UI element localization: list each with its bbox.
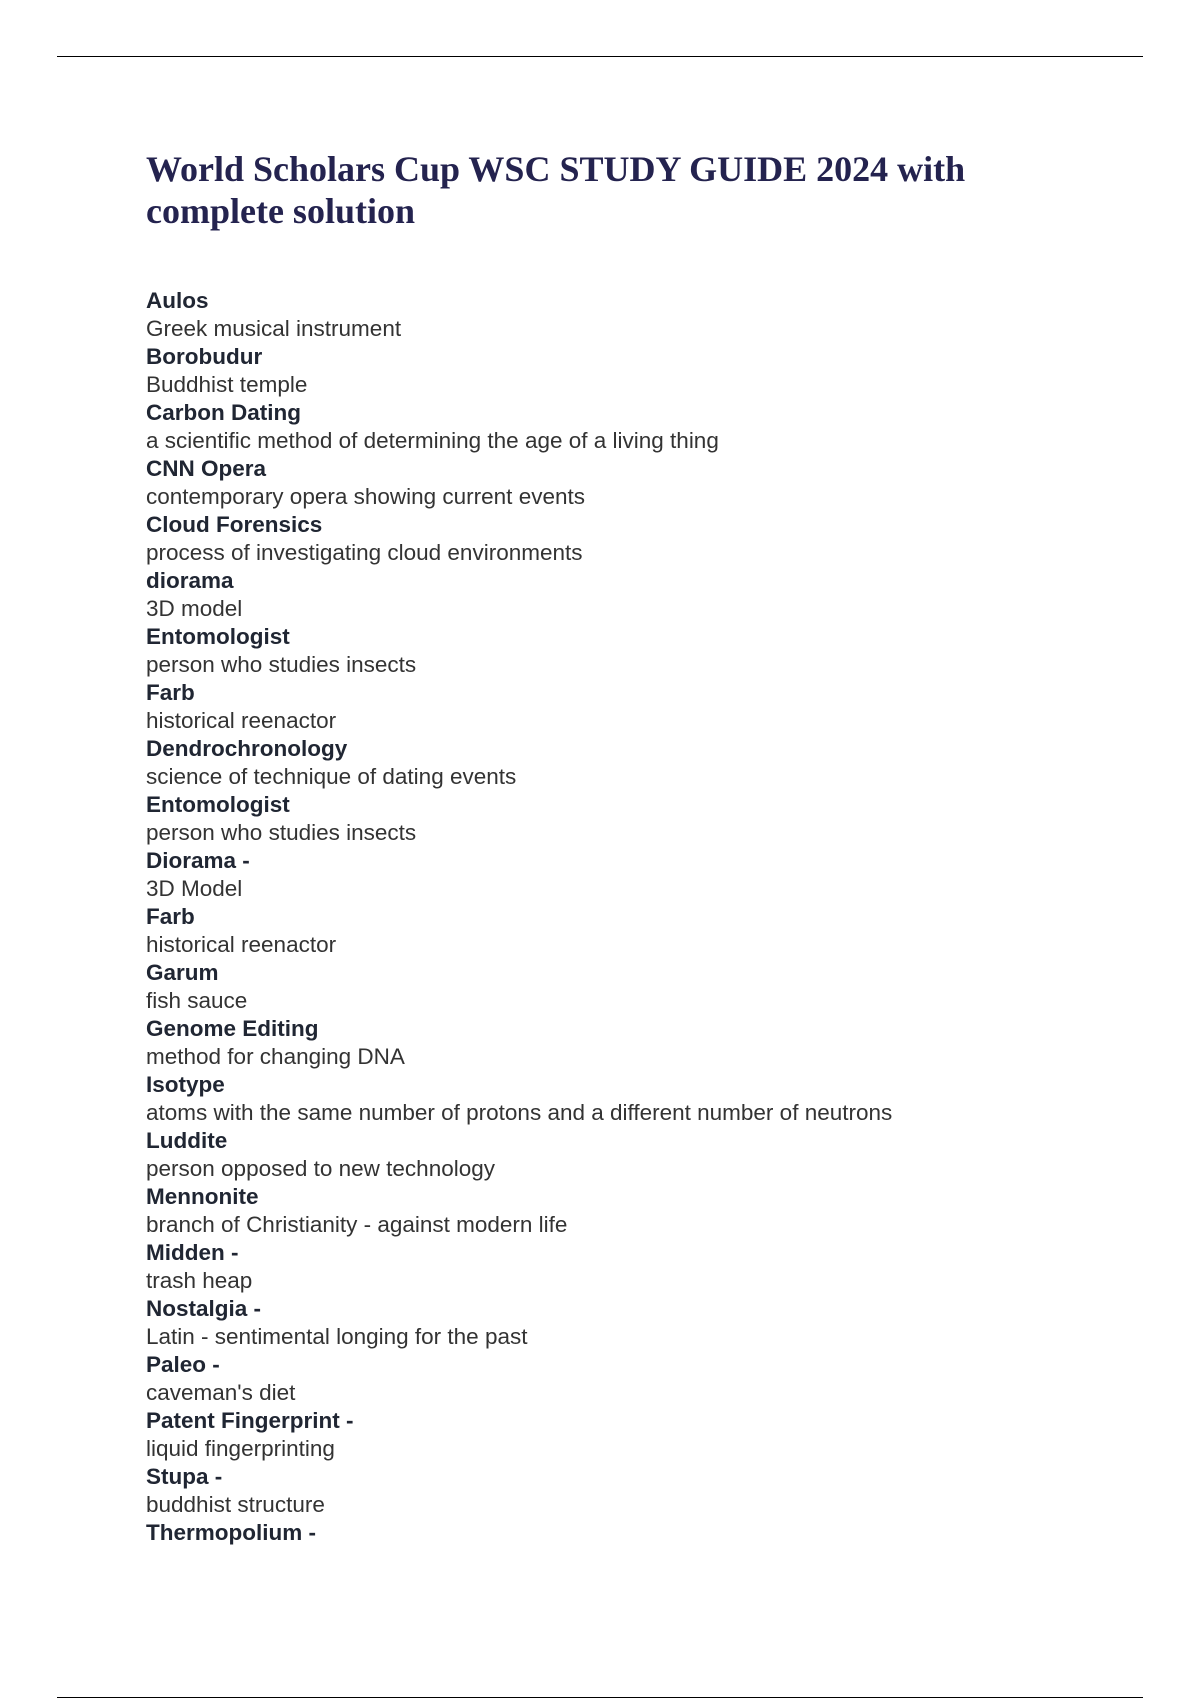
glossary-definition: process of investigating cloud environments — [146, 540, 583, 565]
glossary-term: Thermopolium - — [146, 1520, 316, 1545]
glossary-entry — [146, 679, 1146, 735]
glossary-definition: caveman's diet — [146, 1380, 296, 1405]
glossary-term: Entomologist — [146, 624, 290, 649]
glossary-term: Midden - — [146, 1240, 239, 1265]
glossary-term: Luddite — [146, 1128, 228, 1153]
glossary-definition: Buddhist temple — [146, 372, 308, 397]
glossary-definition: method for changing DNA — [146, 1044, 405, 1069]
glossary-entry — [146, 1519, 1146, 1547]
glossary-entry — [146, 455, 1146, 511]
glossary-entry — [146, 567, 1146, 623]
glossary-term: Diorama - — [146, 848, 250, 873]
glossary-entry — [146, 1351, 1146, 1407]
glossary-definition: Greek musical instrument — [146, 316, 402, 341]
glossary-term: Cloud Forensics — [146, 512, 323, 537]
glossary-entry — [146, 287, 1146, 343]
glossary-entry — [146, 1463, 1146, 1519]
glossary-definition: historical reenactor — [146, 932, 337, 957]
glossary-entry — [146, 903, 1146, 959]
glossary-entry — [146, 399, 1146, 455]
glossary-definition: contemporary opera showing current events — [146, 484, 585, 509]
glossary-entry — [146, 623, 1146, 679]
glossary-term: Garum — [146, 960, 219, 985]
glossary-definition: trash heap — [146, 1268, 253, 1293]
glossary-entry — [146, 1407, 1146, 1463]
glossary-definition: science of technique of dating events — [146, 764, 517, 789]
glossary-definition: person who studies insects — [146, 820, 417, 845]
glossary-term: Genome Editing — [146, 1016, 319, 1041]
glossary-term: CNN Opera — [146, 456, 267, 481]
glossary-entry — [146, 1183, 1146, 1239]
glossary-definition: buddhist structure — [146, 1492, 325, 1517]
glossary-definition: branch of Christianity - against modern life — [146, 1212, 568, 1237]
glossary-entry — [146, 959, 1146, 1015]
glossary-entry — [146, 1239, 1146, 1295]
glossary-definition: atoms with the same number of protons and a different number of neutrons — [146, 1100, 893, 1125]
glossary-definition: person opposed to new technology — [146, 1156, 496, 1181]
glossary-definition: a scientific method of determining the age of a living thing — [146, 428, 719, 453]
glossary-entry — [146, 1015, 1146, 1071]
glossary-term: Dendrochronology — [146, 736, 348, 761]
glossary-definition: historical reenactor — [146, 708, 337, 733]
glossary-definition: fish sauce — [146, 988, 248, 1013]
glossary-entry — [146, 1127, 1146, 1183]
glossary-term: Entomologist — [146, 792, 290, 817]
glossary-entry — [146, 1295, 1146, 1351]
glossary-term: Borobudur — [146, 344, 263, 369]
glossary-term: Mennonite — [146, 1184, 259, 1209]
glossary-term: Stupa - — [146, 1464, 223, 1489]
glossary-term: Isotype — [146, 1072, 225, 1097]
glossary-term: Carbon Dating — [146, 400, 301, 425]
glossary-definition: liquid fingerprinting — [146, 1436, 335, 1461]
glossary-entry — [146, 791, 1146, 847]
glossary-entry — [146, 343, 1146, 399]
glossary-entry — [146, 847, 1146, 903]
glossary-term: Nostalgia - — [146, 1296, 262, 1321]
glossary-definition: Latin - sentimental longing for the past — [146, 1324, 528, 1349]
glossary-term: Paleo - — [146, 1352, 220, 1377]
glossary-definition: person who studies insects — [146, 652, 417, 677]
glossary-term: Patent Fingerprint - — [146, 1408, 354, 1433]
glossary-entry — [146, 735, 1146, 791]
glossary-entry — [146, 511, 1146, 567]
glossary-term: Farb — [146, 680, 195, 705]
glossary-term: Aulos — [146, 288, 209, 313]
glossary-entry — [146, 1071, 1146, 1127]
glossary-definition: 3D Model — [146, 876, 243, 901]
glossary-list — [146, 287, 1146, 1547]
glossary-term: diorama — [146, 568, 234, 593]
bottom-rule — [57, 1697, 1143, 1698]
document-title: World Scholars Cup WSC STUDY GUIDE 2024 with complete solution — [146, 149, 966, 231]
glossary-term: Farb — [146, 904, 195, 929]
glossary-definition: 3D model — [146, 596, 243, 621]
top-rule — [57, 56, 1143, 57]
